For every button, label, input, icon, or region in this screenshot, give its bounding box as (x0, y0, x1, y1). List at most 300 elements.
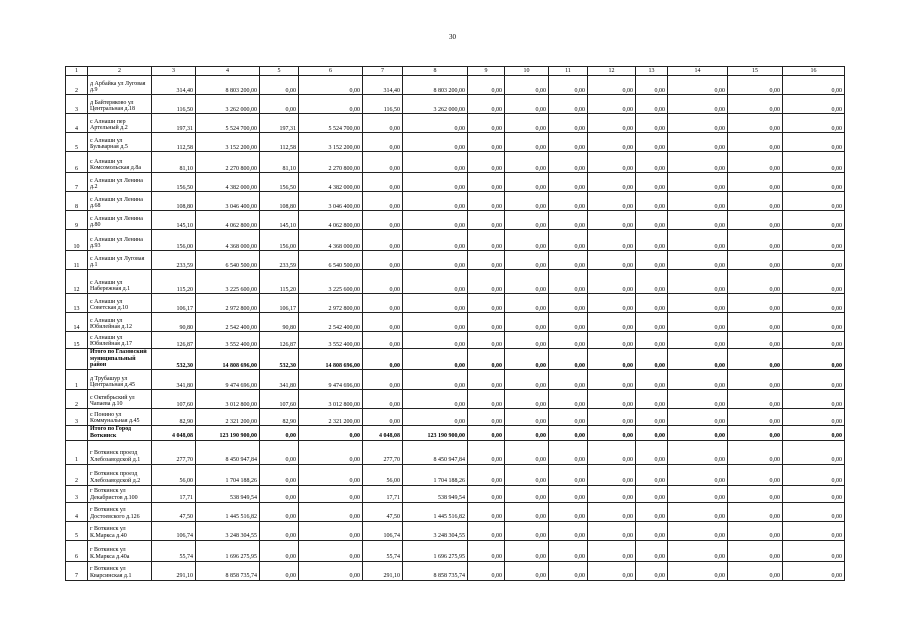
value-cell: 0,00 (505, 426, 549, 440)
value-cell: 0,00 (783, 521, 845, 540)
value-cell: 0,00 (728, 332, 783, 349)
value-cell: 0,00 (588, 464, 636, 485)
value-cell: 0,00 (668, 133, 728, 152)
value-cell: 82,90 (152, 409, 196, 426)
value-cell: 108,80 (260, 192, 299, 211)
value-cell: 0,00 (468, 521, 505, 540)
value-cell: 0,00 (468, 540, 505, 561)
value-cell: 0,00 (783, 133, 845, 152)
address-cell: г Воткинск ул Кварсинская д.1 (88, 561, 152, 580)
value-cell: 0,00 (468, 440, 505, 464)
row-number: 12 (66, 270, 88, 294)
row-number: 3 (66, 95, 88, 114)
value-cell: 0,00 (636, 561, 668, 580)
row-number: 1 (66, 440, 88, 464)
value-cell: 0,00 (549, 133, 588, 152)
value-cell: 0,00 (636, 464, 668, 485)
value-cell: 126,87 (152, 332, 196, 349)
value-cell: 0,00 (636, 440, 668, 464)
table-row (66, 152, 845, 173)
value-cell: 4 382 000,00 (299, 173, 363, 192)
value-cell: 0,00 (363, 349, 403, 370)
housing-table (65, 66, 845, 581)
value-cell: 81,10 (152, 152, 196, 173)
value-cell: 0,00 (783, 409, 845, 426)
value-cell: 0,00 (783, 426, 845, 440)
value-cell: 0,00 (668, 114, 728, 133)
row-number: 7 (66, 561, 88, 580)
value-cell: 55,74 (363, 540, 403, 561)
value-cell: 0,00 (588, 332, 636, 349)
value-cell: 4 382 000,00 (196, 173, 260, 192)
value-cell: 5 524 700,00 (299, 114, 363, 133)
value-cell: 0,00 (636, 332, 668, 349)
value-cell: 0,00 (636, 192, 668, 211)
value-cell: 3 012 800,00 (299, 390, 363, 409)
column-number: 16 (783, 67, 845, 76)
table-row (66, 440, 845, 464)
value-cell: 0,00 (668, 313, 728, 332)
value-cell: 532,30 (152, 349, 196, 370)
value-cell: 0,00 (636, 502, 668, 521)
value-cell: 0,00 (783, 485, 845, 502)
value-cell: 0,00 (783, 192, 845, 211)
value-cell: 0,00 (668, 464, 728, 485)
page-number: 30 (449, 33, 456, 41)
value-cell: 0,00 (299, 540, 363, 561)
address-cell: с Алнаши ул Ленина д.2 (88, 173, 152, 192)
row-number: 7 (66, 173, 88, 192)
value-cell: 106,17 (260, 294, 299, 313)
value-cell: 0,00 (299, 95, 363, 114)
value-cell: 0,00 (363, 294, 403, 313)
value-cell: 0,00 (260, 426, 299, 440)
value-cell: 277,70 (152, 440, 196, 464)
value-cell: 0,00 (728, 270, 783, 294)
value-cell: 0,00 (668, 251, 728, 270)
value-cell: 0,00 (668, 192, 728, 211)
row-number: 14 (66, 313, 88, 332)
address-cell: с Понино ул Коммунальная д.45 (88, 409, 152, 426)
address-cell: с Алнаши ул Юбилейная д.12 (88, 313, 152, 332)
address-cell: с Алнаши ул Юбилейная д.17 (88, 332, 152, 349)
value-cell: 0,00 (505, 485, 549, 502)
column-number-header (66, 67, 845, 76)
address-cell: г Воткинск ул Декабристов д.100 (88, 485, 152, 502)
column-number: 11 (549, 67, 588, 76)
value-cell: 3 046 400,00 (196, 192, 260, 211)
value-cell: 108,80 (152, 192, 196, 211)
value-cell: 0,00 (668, 349, 728, 370)
value-cell: 9 474 696,00 (196, 370, 260, 390)
value-cell: 0,00 (636, 294, 668, 313)
column-number: 12 (588, 67, 636, 76)
value-cell: 4 368 000,00 (299, 230, 363, 251)
value-cell: 0,00 (549, 173, 588, 192)
value-cell: 0,00 (668, 270, 728, 294)
row-number: 1 (66, 370, 88, 390)
value-cell: 0,00 (363, 230, 403, 251)
value-cell: 0,00 (403, 370, 468, 390)
value-cell: 0,00 (668, 521, 728, 540)
value-cell: 0,00 (728, 192, 783, 211)
value-cell: 0,00 (636, 230, 668, 251)
value-cell: 2 321 200,00 (196, 409, 260, 426)
table-row (66, 561, 845, 580)
value-cell: 112,58 (260, 133, 299, 152)
value-cell: 0,00 (588, 152, 636, 173)
table-row (66, 251, 845, 270)
value-cell: 17,71 (152, 485, 196, 502)
column-number: 3 (152, 67, 196, 76)
column-number: 14 (668, 67, 728, 76)
table-row (66, 332, 845, 349)
value-cell: 0,00 (363, 173, 403, 192)
table-row (66, 409, 845, 426)
table-row (66, 502, 845, 521)
table-row (66, 192, 845, 211)
value-cell: 81,10 (260, 152, 299, 173)
value-cell: 0,00 (636, 251, 668, 270)
value-cell: 0,00 (299, 426, 363, 440)
value-cell: 112,58 (152, 133, 196, 152)
table-row (66, 114, 845, 133)
value-cell: 8 858 735,74 (403, 561, 468, 580)
value-cell: 0,00 (505, 440, 549, 464)
value-cell: 0,00 (468, 133, 505, 152)
value-cell: 0,00 (588, 95, 636, 114)
value-cell: 0,00 (728, 464, 783, 485)
value-cell: 314,40 (363, 76, 403, 95)
value-cell: 0,00 (505, 390, 549, 409)
value-cell: 145,10 (260, 211, 299, 230)
value-cell: 0,00 (505, 540, 549, 561)
value-cell: 0,00 (636, 133, 668, 152)
value-cell: 0,00 (363, 390, 403, 409)
value-cell: 0,00 (549, 76, 588, 95)
value-cell: 0,00 (363, 251, 403, 270)
value-cell: 107,60 (152, 390, 196, 409)
value-cell: 0,00 (588, 409, 636, 426)
value-cell: 0,00 (260, 561, 299, 580)
total-label: Итого по Глазовский муниципальный район (88, 349, 152, 370)
value-cell: 0,00 (549, 95, 588, 114)
value-cell: 0,00 (468, 95, 505, 114)
value-cell: 0,00 (668, 426, 728, 440)
value-cell: 0,00 (636, 540, 668, 561)
value-cell: 0,00 (403, 230, 468, 251)
value-cell: 5 524 700,00 (196, 114, 260, 133)
row-number: 2 (66, 76, 88, 95)
value-cell: 8 450 947,84 (196, 440, 260, 464)
value-cell: 156,00 (152, 230, 196, 251)
value-cell: 90,80 (260, 313, 299, 332)
value-cell: 0,00 (468, 192, 505, 211)
value-cell: 291,10 (152, 561, 196, 580)
value-cell: 0,00 (468, 173, 505, 192)
value-cell: 0,00 (549, 230, 588, 251)
value-cell: 0,00 (403, 133, 468, 152)
total-label: Итого по Город Воткинск (88, 426, 152, 440)
table-row (66, 294, 845, 313)
value-cell: 1 704 188,26 (196, 464, 260, 485)
value-cell: 3 262 000,00 (403, 95, 468, 114)
value-cell: 0,00 (549, 251, 588, 270)
value-cell: 107,60 (260, 390, 299, 409)
value-cell: 0,00 (260, 485, 299, 502)
value-cell: 0,00 (668, 294, 728, 313)
address-cell: с Алнаши ул Комсомольская д.8а (88, 152, 152, 173)
value-cell: 0,00 (505, 192, 549, 211)
value-cell: 0,00 (549, 270, 588, 294)
value-cell: 0,00 (403, 349, 468, 370)
value-cell: 0,00 (636, 76, 668, 95)
value-cell: 0,00 (588, 370, 636, 390)
value-cell: 0,00 (588, 502, 636, 521)
value-cell: 116,50 (152, 95, 196, 114)
value-cell: 0,00 (636, 173, 668, 192)
value-cell: 0,00 (588, 173, 636, 192)
value-cell: 2 270 800,00 (196, 152, 260, 173)
value-cell: 90,80 (152, 313, 196, 332)
value-cell: 0,00 (728, 521, 783, 540)
value-cell: 0,00 (728, 152, 783, 173)
value-cell: 0,00 (549, 313, 588, 332)
address-cell: д Байтеряково ул Центральная д.18 (88, 95, 152, 114)
value-cell: 0,00 (403, 251, 468, 270)
value-cell: 0,00 (783, 173, 845, 192)
value-cell: 0,00 (403, 294, 468, 313)
value-cell: 0,00 (588, 426, 636, 440)
value-cell: 0,00 (588, 485, 636, 502)
row-number: 13 (66, 294, 88, 313)
value-cell: 0,00 (505, 313, 549, 332)
value-cell: 197,31 (260, 114, 299, 133)
value-cell: 0,00 (588, 540, 636, 561)
value-cell: 0,00 (728, 114, 783, 133)
value-cell: 0,00 (728, 294, 783, 313)
value-cell: 341,80 (152, 370, 196, 390)
value-cell: 197,31 (152, 114, 196, 133)
value-cell: 0,00 (260, 76, 299, 95)
row-number: 4 (66, 114, 88, 133)
value-cell: 0,00 (668, 390, 728, 409)
value-cell: 14 808 696,00 (299, 349, 363, 370)
value-cell: 0,00 (668, 440, 728, 464)
row-number: 10 (66, 230, 88, 251)
row-number: 5 (66, 133, 88, 152)
value-cell: 3 225 600,00 (299, 270, 363, 294)
value-cell: 0,00 (505, 409, 549, 426)
value-cell: 0,00 (728, 133, 783, 152)
value-cell: 0,00 (549, 349, 588, 370)
value-cell: 0,00 (588, 440, 636, 464)
value-cell: 0,00 (668, 502, 728, 521)
value-cell: 0,00 (468, 464, 505, 485)
column-number: 6 (299, 67, 363, 76)
value-cell: 0,00 (728, 211, 783, 230)
value-cell: 0,00 (783, 370, 845, 390)
value-cell: 0,00 (668, 95, 728, 114)
value-cell: 0,00 (728, 349, 783, 370)
value-cell: 0,00 (468, 409, 505, 426)
value-cell: 0,00 (505, 173, 549, 192)
address-cell: г Воткинск ул Достоевского д.126 (88, 502, 152, 521)
value-cell: 0,00 (588, 521, 636, 540)
row-number: 4 (66, 502, 88, 521)
value-cell: 0,00 (588, 251, 636, 270)
value-cell: 0,00 (403, 152, 468, 173)
value-cell: 0,00 (468, 76, 505, 95)
value-cell: 0,00 (260, 440, 299, 464)
value-cell: 0,00 (403, 390, 468, 409)
value-cell: 0,00 (549, 294, 588, 313)
value-cell: 0,00 (668, 370, 728, 390)
value-cell: 0,00 (299, 464, 363, 485)
value-cell: 0,00 (668, 485, 728, 502)
value-cell: 0,00 (783, 294, 845, 313)
address-cell: с Алнаши пер Артельный д.2 (88, 114, 152, 133)
value-cell: 14 808 696,00 (196, 349, 260, 370)
value-cell: 0,00 (728, 485, 783, 502)
row-number: 5 (66, 521, 88, 540)
value-cell: 3 152 200,00 (196, 133, 260, 152)
value-cell: 2 270 800,00 (299, 152, 363, 173)
table-body (66, 67, 845, 581)
value-cell: 0,00 (363, 332, 403, 349)
table-row (66, 540, 845, 561)
value-cell: 0,00 (505, 294, 549, 313)
value-cell: 0,00 (783, 251, 845, 270)
address-cell: с Алнаши ул Советская д.10 (88, 294, 152, 313)
value-cell: 8 803 200,00 (403, 76, 468, 95)
value-cell: 0,00 (783, 540, 845, 561)
value-cell: 2 321 200,00 (299, 409, 363, 426)
value-cell: 6 540 500,00 (299, 251, 363, 270)
value-cell: 0,00 (668, 561, 728, 580)
value-cell: 1 445 516,82 (403, 502, 468, 521)
value-cell: 106,74 (152, 521, 196, 540)
value-cell: 0,00 (468, 152, 505, 173)
value-cell: 0,00 (468, 426, 505, 440)
value-cell: 0,00 (468, 230, 505, 251)
value-cell: 532,30 (260, 349, 299, 370)
value-cell: 0,00 (468, 502, 505, 521)
value-cell: 0,00 (588, 114, 636, 133)
address-cell: д Арбайка ул Луговая д.9 (88, 76, 152, 95)
value-cell: 0,00 (468, 349, 505, 370)
value-cell: 2 542 400,00 (196, 313, 260, 332)
column-number: 10 (505, 67, 549, 76)
address-cell: с Алнаши ул Луговая д.1 (88, 251, 152, 270)
value-cell: 0,00 (728, 502, 783, 521)
value-cell: 0,00 (668, 152, 728, 173)
value-cell: 9 474 696,00 (299, 370, 363, 390)
row-number: 11 (66, 251, 88, 270)
value-cell: 0,00 (260, 540, 299, 561)
value-cell: 0,00 (783, 390, 845, 409)
value-cell: 0,00 (260, 502, 299, 521)
value-cell: 0,00 (636, 485, 668, 502)
row-number: 6 (66, 152, 88, 173)
value-cell: 0,00 (636, 370, 668, 390)
value-cell: 0,00 (588, 561, 636, 580)
value-cell: 8 803 200,00 (196, 76, 260, 95)
value-cell: 0,00 (299, 76, 363, 95)
value-cell: 0,00 (299, 485, 363, 502)
table-row (66, 95, 845, 114)
value-cell: 156,50 (260, 173, 299, 192)
value-cell: 0,00 (636, 521, 668, 540)
value-cell: 0,00 (728, 426, 783, 440)
value-cell: 123 190 900,00 (196, 426, 260, 440)
row-number: 9 (66, 211, 88, 230)
address-cell: с Октябрьский ул Чапаева д.10 (88, 390, 152, 409)
total-row (66, 349, 845, 370)
value-cell: 0,00 (299, 561, 363, 580)
value-cell: 0,00 (728, 561, 783, 580)
value-cell: 56,00 (363, 464, 403, 485)
value-cell: 0,00 (783, 230, 845, 251)
value-cell: 4 048,08 (363, 426, 403, 440)
value-cell: 0,00 (403, 270, 468, 294)
value-cell: 0,00 (505, 211, 549, 230)
value-cell: 2 972 800,00 (299, 294, 363, 313)
value-cell: 0,00 (549, 440, 588, 464)
value-cell: 0,00 (783, 211, 845, 230)
value-cell: 0,00 (505, 152, 549, 173)
value-cell: 0,00 (728, 390, 783, 409)
value-cell: 0,00 (505, 561, 549, 580)
value-cell: 0,00 (549, 561, 588, 580)
value-cell: 0,00 (636, 426, 668, 440)
value-cell: 0,00 (549, 152, 588, 173)
value-cell: 0,00 (299, 502, 363, 521)
value-cell: 3 552 400,00 (196, 332, 260, 349)
value-cell: 47,50 (152, 502, 196, 521)
address-cell: с Алнаши ул Ленина д.93 (88, 230, 152, 251)
row-number (66, 426, 88, 440)
address-cell: с Алнаши ул Бульварная д.5 (88, 133, 152, 152)
value-cell: 0,00 (363, 152, 403, 173)
column-number: 9 (468, 67, 505, 76)
value-cell: 0,00 (636, 390, 668, 409)
table-row (66, 464, 845, 485)
row-number: 8 (66, 192, 88, 211)
address-cell: г Воткинск ул К.Маркса д.40 (88, 521, 152, 540)
value-cell: 0,00 (549, 114, 588, 133)
value-cell: 0,00 (636, 349, 668, 370)
table-row (66, 390, 845, 409)
value-cell: 0,00 (783, 270, 845, 294)
value-cell: 0,00 (668, 173, 728, 192)
column-number: 13 (636, 67, 668, 76)
value-cell: 8 858 735,74 (196, 561, 260, 580)
table-row (66, 485, 845, 502)
value-cell: 0,00 (549, 390, 588, 409)
value-cell: 0,00 (588, 270, 636, 294)
value-cell: 0,00 (403, 192, 468, 211)
column-number: 1 (66, 67, 88, 76)
value-cell: 1 696 275,95 (403, 540, 468, 561)
value-cell: 3 248 304,55 (196, 521, 260, 540)
value-cell: 0,00 (728, 95, 783, 114)
value-cell: 3 152 200,00 (299, 133, 363, 152)
value-cell: 0,00 (588, 313, 636, 332)
value-cell: 2 542 400,00 (299, 313, 363, 332)
value-cell: 0,00 (588, 192, 636, 211)
value-cell: 0,00 (728, 370, 783, 390)
